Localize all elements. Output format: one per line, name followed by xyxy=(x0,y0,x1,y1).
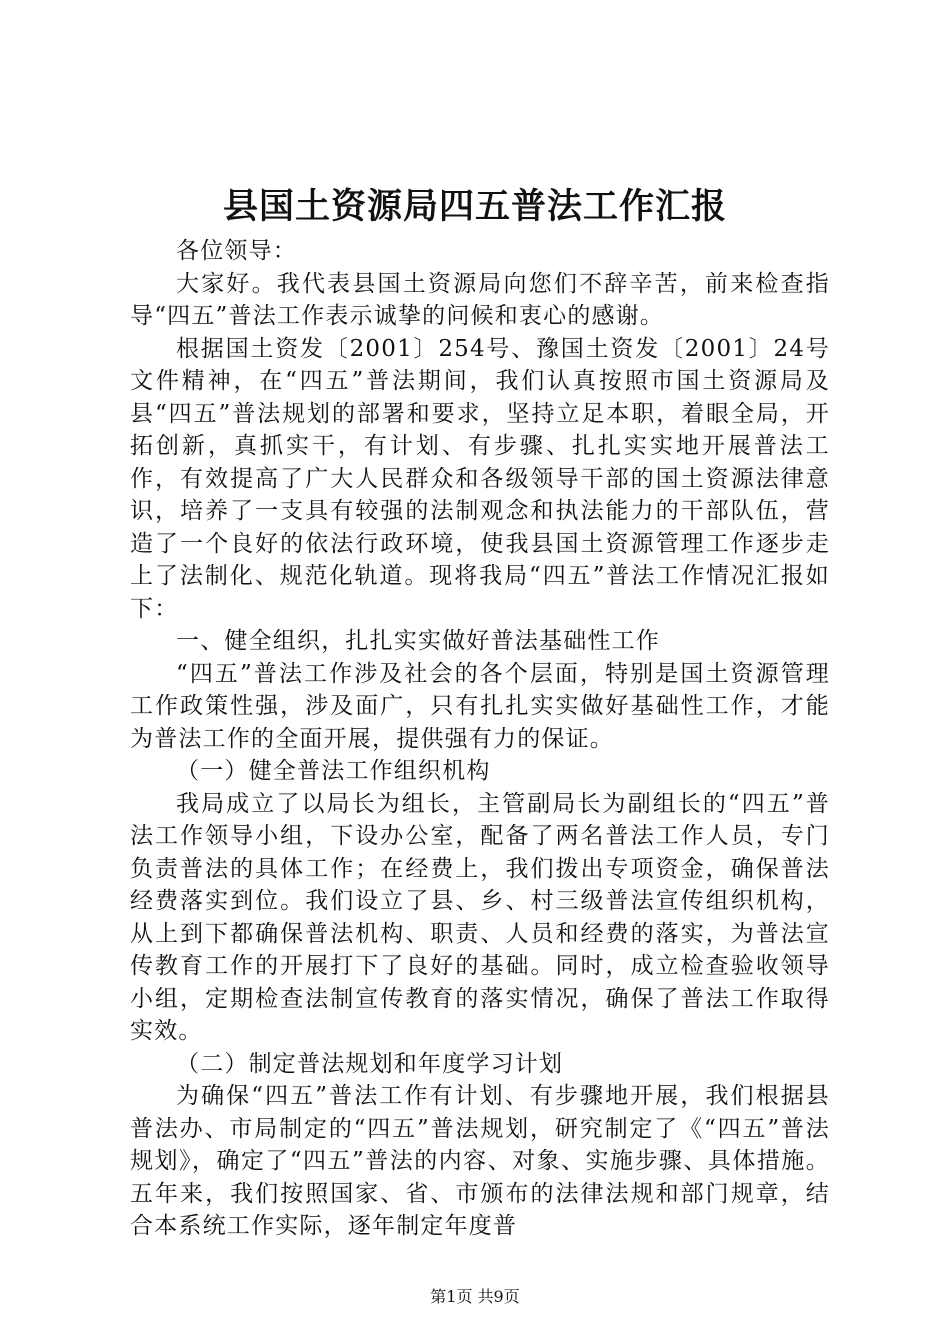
page-footer: 第1页 共9页 xyxy=(430,1287,520,1306)
paragraph-greeting: 大家好。我代表县国土资源局向您们不辞辛苦，前来检查指导“四五”普法工作表示诚挚的问候和衷心的感谢。 xyxy=(130,270,830,329)
paragraph-introduction: 根据国土资发〔2001〕254号、豫国土资发〔2001〕24号文件精神，在“四五”普法期间，我们认真按照市国土资源局及县“四五”普法规划的部署和要求，坚持立足本职，着眼全局，开拓创新，真抓实干，有计划、有步骤、扎扎实实地开展普法工作，有效提高了广大人民群众和各级领导干部的国土资源法律意识，培养了一支具有较强的法制观念和执法能力的干部队伍，营造了一个良好的依法行政环境，使我县国土资源管理工作逐步走上了法制化、规范化轨道。现将我局“四五”普法工作情况汇报如下： xyxy=(130,335,830,622)
document-body xyxy=(130,235,830,1243)
paragraph-planning: 为确保“四五”普法工作有计划、有步骤地开展，我们根据县普法办、市局制定的“四五”普法规划，研究制定了《“四五”普法规划》，确定了“四五”普法的内容、对象、实施步骤、具体措施。五年来，我们按照国家、省、市颁布的法律法规和部门规章，结合本系统工作实际，逐年制定年度普 xyxy=(130,1083,830,1239)
section-heading-1: 一、健全组织，扎扎实实做好普法基础性工作 xyxy=(176,628,660,654)
document-title: 县国土资源局四五普法工作汇报 xyxy=(222,186,727,227)
paragraph-section-1-intro: “四五”普法工作涉及社会的各个层面，特别是国土资源管理工作政策性强，涉及面广，只有扎扎实实做好基础性工作，才能为普法工作的全面开展，提供强有力的保证。 xyxy=(130,660,830,752)
subsection-heading-1: （一）健全普法工作组织机构 xyxy=(176,758,491,784)
subsection-heading-2: （二）制定普法规划和年度学习计划 xyxy=(176,1050,564,1077)
paragraph-salutation: 各位领导： xyxy=(176,238,297,264)
paragraph-organization: 我局成立了以局长为组长，主管副局长为副组长的“四五”普法工作领导小组，下设办公室，配备了两名普法工作人员，专门负责普法的具体工作；在经费上，我们拨出专项资金，确保普法经费落实到位。我们设立了县、乡、村三级普法宣传组织机构，从上到下都确保普法机构、职责、人员和经费的落实，为普法宣传教育工作的开展打下了良好的基础。同时，成立检查验收领导小组，定期检查法制宣传教育的落实情况，确保了普法工作取得实效。 xyxy=(130,790,830,1044)
